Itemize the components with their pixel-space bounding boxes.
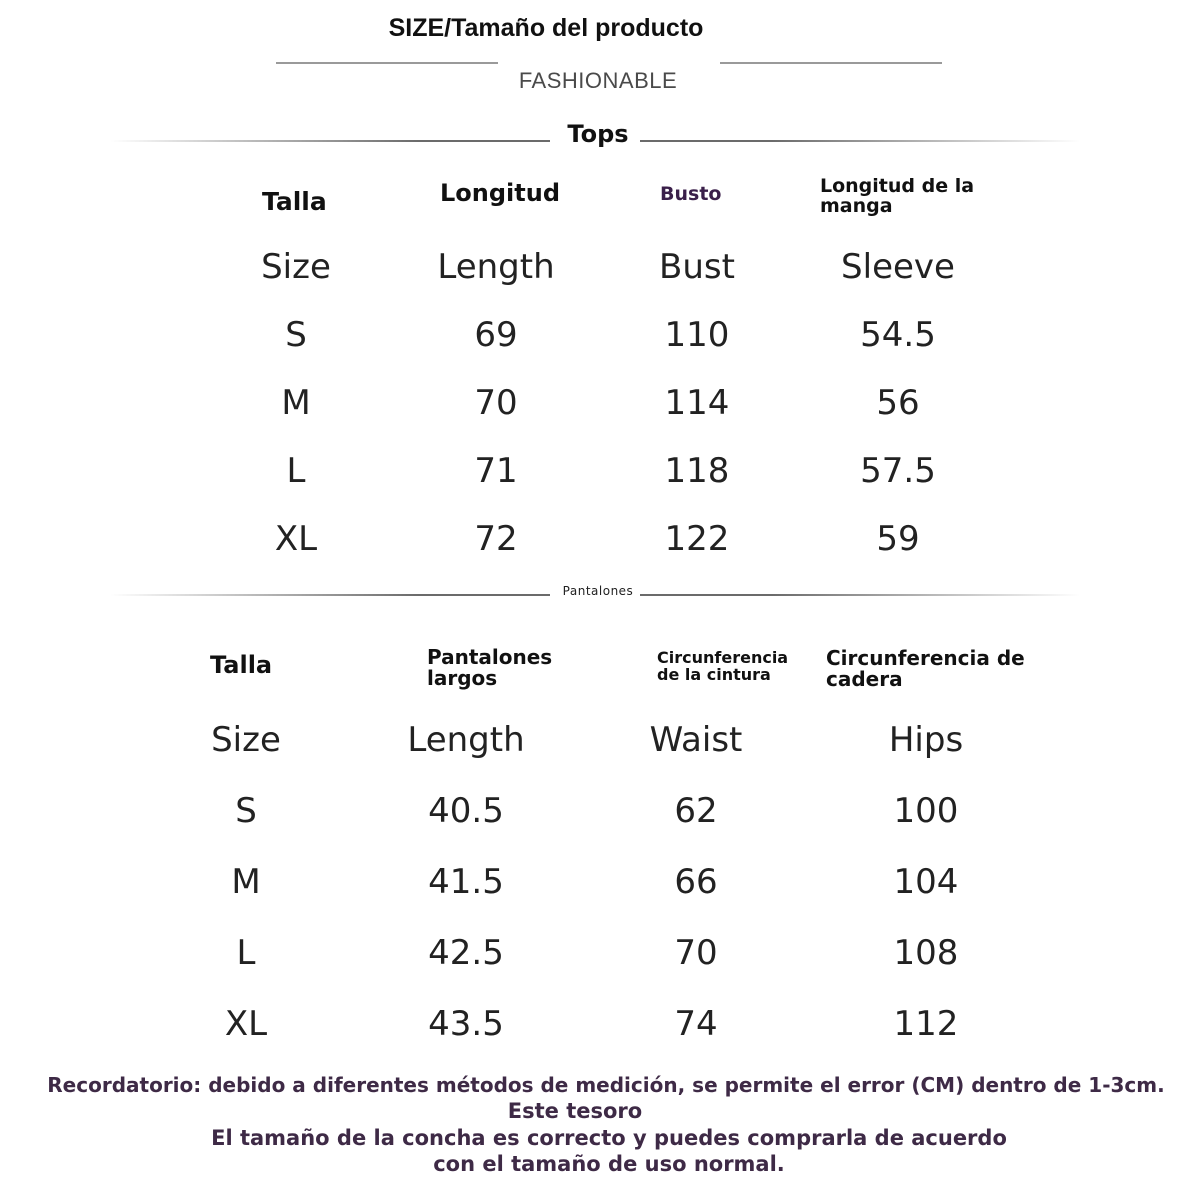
tops-cell-size: M	[281, 383, 311, 423]
pants-cell-size: M	[231, 862, 261, 902]
note-line-2: Este tesoro	[507, 1099, 643, 1123]
tops-cell-length: 70	[474, 383, 518, 423]
tops-cell-sleeve: 59	[876, 519, 920, 559]
measurement-reminder: Recordatorio: debido a diferentes métodos de medición, se permite el error (CM) dentro de 1-3cm.	[47, 1073, 1165, 1097]
pants-cell-length: 42.5	[428, 933, 504, 973]
pants-cell-size: L	[236, 933, 256, 973]
pants-header-circunferencia-cintura: Circunferencia de la cintura	[657, 648, 789, 684]
tops-cell-bust: 122	[664, 519, 730, 559]
tops-header-size: Size	[261, 247, 331, 287]
tops-header-bust: Bust	[659, 247, 735, 287]
tops-section-title: Tops	[567, 120, 629, 148]
note-line-4: con el tamaño de uso normal.	[433, 1152, 785, 1176]
pants-cell-hips: 112	[893, 1004, 959, 1044]
tops-header-longitud: Longitud	[440, 179, 561, 207]
tops-cell-size: S	[285, 315, 307, 355]
pants-header-circunferencia-cadera: Circunferencia de cadera	[826, 646, 1025, 691]
tops-cell-length: 69	[474, 315, 518, 355]
pants-cell-length: 40.5	[428, 791, 504, 831]
tops-cell-bust: 118	[664, 451, 730, 491]
pants-cell-waist: 66	[674, 862, 718, 902]
tops-header-length: Length	[437, 247, 555, 287]
tops-header-busto: Busto	[660, 183, 722, 205]
pants-cell-waist: 62	[674, 791, 718, 831]
pants-cell-hips: 108	[893, 933, 959, 973]
pants-header-waist: Waist	[649, 720, 743, 760]
page-title: SIZE/Tamaño del producto	[388, 14, 704, 42]
pants-section-title: Pantalones	[562, 584, 634, 598]
pants-header-hips: Hips	[888, 720, 964, 760]
pants-cell-hips: 100	[893, 791, 959, 831]
tops-cell-length: 72	[474, 519, 518, 559]
tops-header-longitud-manga: Longitud de la manga	[820, 175, 975, 217]
pants-cell-size: XL	[224, 1004, 268, 1044]
tops-cell-bust: 114	[664, 383, 730, 423]
tops-cell-sleeve: 56	[876, 383, 920, 423]
pants-cell-length: 43.5	[428, 1004, 504, 1044]
page-subtitle: FASHIONABLE	[518, 68, 678, 93]
pants-header-length: Length	[407, 720, 525, 760]
tops-cell-sleeve: 57.5	[860, 451, 936, 491]
pants-cell-length: 41.5	[428, 862, 504, 902]
pants-header-pantalones-largos: Pantalones largos	[427, 645, 553, 690]
note-line-3: El tamaño de la concha es correcto y puedes comprarla de acuerdo	[211, 1126, 1007, 1150]
pants-cell-hips: 104	[893, 862, 959, 902]
tops-cell-length: 71	[474, 451, 518, 491]
pants-header-size: Size	[211, 720, 281, 760]
tops-cell-sleeve: 54.5	[860, 315, 936, 355]
tops-header-sleeve: Sleeve	[841, 247, 955, 287]
tops-cell-size: XL	[274, 519, 318, 559]
pants-cell-waist: 70	[674, 933, 718, 973]
tops-cell-bust: 110	[664, 315, 730, 355]
pants-header-talla: Talla	[210, 651, 273, 679]
title-divider-right	[720, 62, 942, 64]
tops-header-talla: Talla	[262, 187, 327, 216]
tops-cell-size: L	[286, 451, 306, 491]
pants-cell-waist: 74	[674, 1004, 718, 1044]
pants-cell-size: S	[235, 791, 257, 831]
title-divider-left	[276, 62, 498, 64]
